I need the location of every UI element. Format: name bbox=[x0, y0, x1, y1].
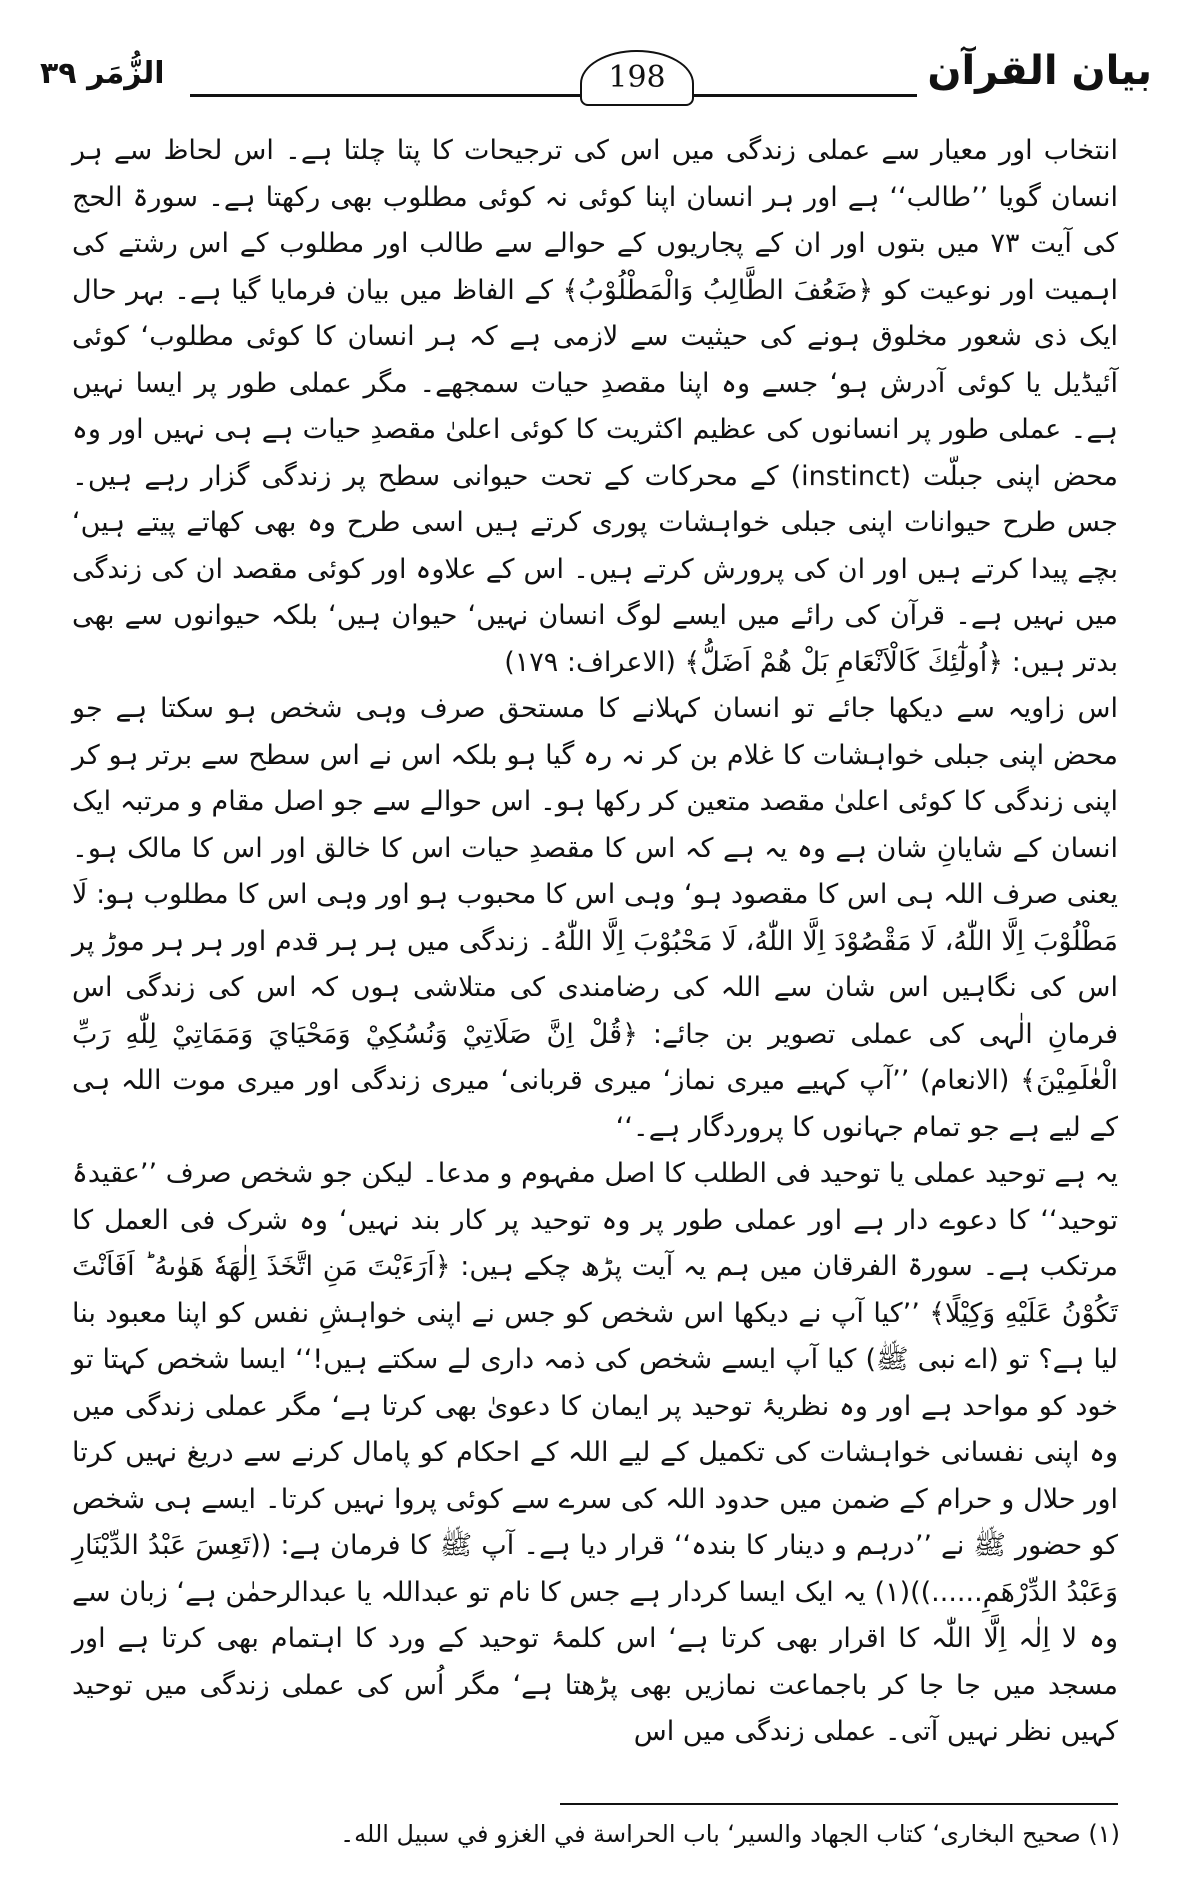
page-body bbox=[72, 128, 1118, 1756]
footnote: (۱) صحیح البخاری‘ کتاب الجهاد والسیر‘ باب الحراسة في الغزو في سبیل الله۔ bbox=[340, 1820, 1120, 1848]
paragraph-2: اس زاویہ سے دیکھا جائے تو انسان کہلانے کا مستحق صرف وہی شخص ہو سکتا ہے جو محض اپنی جبلی خواہشات کا غلام بن کر نہ رہ گیا ہو بلکہ اس نے اس سطح سے برتر ہو کر اپنی زندگی کا کوئی اعلیٰ مقصد متعین کر رکھا ہو۔ اس حوالے سے جو اصل مقام و مرتبہ ایک انسان کے شایانِ شان ہے وہ یہ ہے کہ اس کا مقصدِ حیات اس کا خالق اور اس کا مالک ہو۔ یعنی صرف اللہ ہی اس کا مقصود ہو‘ وہی اس کا محبوب ہو اور وہی اس کا مطلوب ہو: لَا مَطْلُوْبَ اِلَّا اللّٰهُ، لَا مَقْصُوْدَ اِلَّا اللّٰهُ، لَا مَحْبُوْبَ اِلَّا اللّٰهُ۔ زندگی میں ہر ہر قدم اور ہر ہر موڑ پر اس کی نگاہیں اس شان سے اللہ کی رضامندی کی متلاشی ہوں کہ اس کی زندگی اس فرمانِ الٰہی کی عملی تصویر بن جائے: ﴿قُلْ اِنَّ صَلَاتِيْ وَنُسُكِيْ وَمَحْيَايَ وَمَمَاتِيْ لِلّٰهِ رَبِّ الْعٰلَمِيْنَ﴾ (الانعام) ’’آپ کہیے میری نماز‘ میری قربانی‘ میری زندگی اور میری موت اللہ ہی کے لیے ہے جو تمام جہانوں کا پروردگار ہے۔‘‘ bbox=[72, 693, 1118, 1143]
footnote-divider bbox=[560, 1803, 1118, 1805]
book-title: بیان القرآن bbox=[927, 48, 1152, 94]
paragraph-3: یہ ہے توحید عملی یا توحید فی الطلب کا اصل مفہوم و مدعا۔ لیکن جو شخص صرف ’’عقیدۂ توحید‘‘ کا دعوے دار ہے اور عملی طور پر وہ توحید پر کار بند نہیں‘ وہ شرک فی العمل کا مرتکب ہے۔ سورۃ الفرقان میں ہم یہ آیت پڑھ چکے ہیں: ﴿اَرَءَيْتَ مَنِ اتَّخَذَ اِلٰهَهٗ هَوٰىهُ ؕ اَفَاَنْتَ تَكُوْنُ عَلَيْهِ وَكِيْلًا﴾ ’’کیا آپ نے دیکھا اس شخص کو جس نے اپنی خواہشِ نفس کو اپنا معبود بنا لیا ہے؟ تو (اے نبی ﷺ) کیا آپ ایسے شخص کی ذمہ داری لے سکتے ہیں!‘‘ ایسا شخص کہتا تو خود کو مواحد ہے اور وہ نظریۂ توحید پر ایمان کا دعویٰ بھی کرتا ہے‘ مگر عملی زندگی میں وہ اپنی نفسانی خواہشات کی تکمیل کے لیے اللہ کے احکام کو پامال کرنے سے دریغ نہیں کرتا اور حلال و حرام کے ضمن میں حدود اللہ کی سرے سے کوئی پروا نہیں کرتا۔ ایسے ہی شخص کو حضور ﷺ نے ’’درہم و دینار کا بندہ‘‘ قرار دیا ہے۔ آپ ﷺ کا فرمان ہے: ((تَعِسَ عَبْدُ الدِّيْنَارِ وَعَبْدُ الدِّرْهَمِ......))(۱) یہ ایک ایسا کردار ہے جس کا نام تو عبداللہ یا عبدالرحمٰن ہے‘ زبان سے وہ لا اِلٰہ اِلَّا اللّٰہ کا اقرار بھی کرتا ہے‘ اس کلمۂ توحید کے ورد کا اہتمام بھی کرتا ہے اور مسجد میں جا جا کر باجماعت نمازیں بھی پڑھتا ہے‘ مگر اُس کی عملی زندگی میں توحید کہیں نظر نہیں آتی۔ عملی زندگی میں اس bbox=[72, 1158, 1119, 1747]
paragraph-1: انتخاب اور معیار سے عملی زندگی میں اس کی ترجیحات کا پتا چلتا ہے۔ اس لحاظ سے ہر انسان گویا ’’طالب‘‘ ہے اور ہر انسان اپنا کوئی نہ کوئی مطلوب بھی رکھتا ہے۔ سورۃ الحج کی آیت ۷۳ میں بتوں اور ان کے پجاریوں کے حوالے سے طالب اور مطلوب کے اس رشتے کی اہمیت اور نوعیت کو ﴿ضَعُفَ الطَّالِبُ وَالْمَطْلُوْبُ﴾ کے الفاظ میں بیان فرمایا گیا ہے۔ بہر حال ایک ذی شعور مخلوق ہونے کی حیثیت سے لازمی ہے کہ ہر انسان کا کوئی مطلوب‘ کوئی آئیڈیل یا کوئی آدرش ہو‘ جسے وہ اپنا مقصدِ حیات سمجھے۔ مگر عملی طور پر ایسا نہیں ہے۔ عملی طور پر انسانوں کی عظیم اکثریت کا کوئی اعلیٰ مقصدِ حیات ہے ہی نہیں اور وہ محض اپنی جبلّت (instinct) کے محرکات کے تحت حیوانی سطح پر زندگی گزار رہے ہیں۔ جس طرح حیوانات اپنی جبلی خواہشات پوری کرتے ہیں اسی طرح وہ بھی کھاتے پیتے ہیں‘ بچے پیدا کرتے ہیں اور ان کی پرورش کرتے ہیں۔ اس کے علاوہ اور کوئی مقصد ان کی زندگی میں نہیں ہے۔ قرآن کی رائے میں ایسے لوگ انسان نہیں‘ حیوان ہیں‘ بلکہ حیوانوں سے بھی بدتر ہیں: ﴿اُولٰٓئِكَ كَالْاَنْعَامِ بَلْ هُمْ اَضَلُّ﴾ (الاعراف: ۱۷۹) bbox=[72, 135, 1118, 678]
page-header bbox=[40, 44, 1152, 114]
header-rule-left bbox=[190, 94, 570, 97]
page-number: 198 bbox=[580, 50, 694, 106]
surah-title: الزُّمَر ۳۹ bbox=[40, 56, 165, 91]
